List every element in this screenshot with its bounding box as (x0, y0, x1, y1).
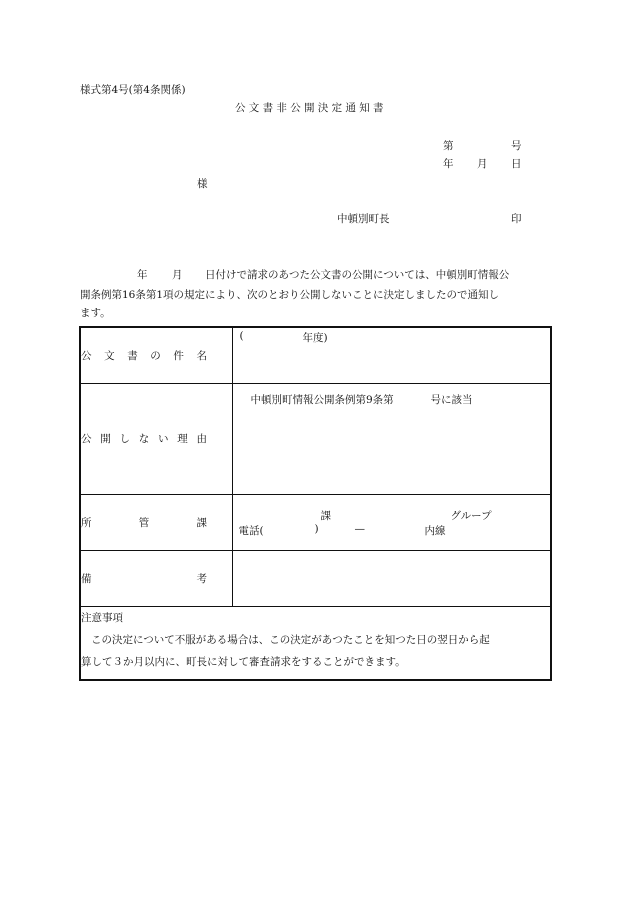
body-line-3: ます。 (80, 307, 111, 319)
label-reason: 公 開 し な い 理 由 (80, 383, 232, 494)
seal-mark: 印 (511, 213, 522, 225)
label-document-title: 公 文 書 の 件 名 (80, 327, 232, 383)
number-prefix: 第 (443, 140, 454, 152)
body-line-2: 開条例第16条第1項の規定により、次のとおり公開しないことに決定しましたので通知し (80, 289, 500, 301)
request-date-year: 年 (137, 269, 148, 281)
date-day: 日 (511, 158, 522, 170)
value-document-title[interactable]: ( 年度) (232, 327, 551, 383)
label-remarks: 備 考 (80, 550, 232, 606)
row-notes (80, 606, 551, 680)
notes-cell (80, 606, 551, 680)
notes-title: 注意事項 (81, 611, 123, 624)
row-department (80, 494, 551, 550)
value-reason[interactable]: 中頓別町情報公開条例第9条第 号に該当 (232, 383, 551, 494)
notes-line-1: この決定について不服がある場合は、この決定があつたことを知つた日の翌日から起 (91, 633, 490, 646)
notes-line-2: 算して３か月以内に、町長に対して審査請求をすることができます。 (81, 655, 406, 668)
value-remarks[interactable] (232, 550, 551, 606)
recipient-honorific: 様 (197, 178, 208, 190)
row-document-title (80, 327, 551, 383)
issuer-name: 中頓別町長 (337, 213, 390, 225)
body-line-1: 日付けで請求のあつた公文書の公開については、中頓別町情報公 (205, 269, 510, 281)
date-month: 月 (477, 158, 488, 170)
value-department[interactable]: 課 グループ 電話( ) — 内線 (232, 494, 551, 550)
request-date-month: 月 (172, 269, 183, 281)
row-reason (80, 383, 551, 494)
decision-table (79, 326, 552, 681)
document-title: 公文書非公開決定通知書 (235, 102, 387, 114)
number-suffix: 号 (511, 140, 522, 152)
date-year: 年 (443, 158, 454, 170)
label-department: 所 管 課 (80, 494, 232, 550)
row-remarks (80, 550, 551, 606)
form-number: 様式第4号(第4条関係) (80, 84, 186, 96)
